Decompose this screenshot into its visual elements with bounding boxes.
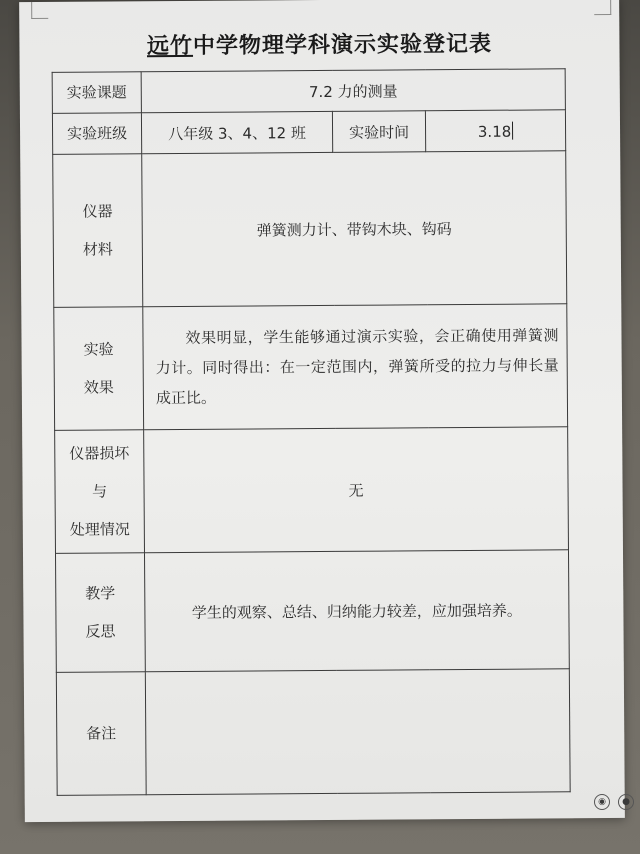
table-row-damage (55, 427, 569, 554)
topic-label: 实验课题 (52, 72, 141, 114)
effect-label-line-2: 效果 (83, 378, 114, 397)
reflection-value[interactable]: 学生的观察、总结、归纳能力较差，应加强培养。 (144, 550, 569, 672)
table-row-topic (52, 69, 565, 114)
damage-value[interactable]: 无 (144, 427, 569, 553)
effect-label (54, 307, 144, 431)
topic-value[interactable]: 7.2 力的测量 (141, 69, 565, 113)
time-label: 实验时间 (332, 111, 425, 153)
corner-crop-mark-right (594, 0, 611, 15)
corner-crop-mark-left (31, 2, 48, 19)
eye-icon[interactable]: ◉ (594, 794, 610, 810)
damage-label (55, 430, 145, 554)
table-row-equipment (53, 151, 567, 308)
viewer-icons (594, 794, 634, 810)
title-text: 中学物理学科演示实验登记表 (192, 31, 493, 59)
effect-cell[interactable] (143, 304, 568, 430)
document-title (19, 26, 619, 61)
effect-label-line-1: 实验 (83, 340, 114, 359)
reflection-label-line-1: 教学 (85, 584, 116, 603)
class-label: 实验班级 (52, 113, 141, 155)
view-icon[interactable]: ● (618, 794, 634, 810)
time-cell[interactable] (425, 110, 565, 152)
table-row-effect (54, 304, 568, 431)
table-row-reflection (55, 550, 569, 673)
equipment-label (53, 154, 143, 308)
equipment-label-line-2: 材料 (82, 240, 113, 259)
remarks-value[interactable] (145, 669, 570, 795)
reflection-label (55, 553, 145, 673)
effect-value: 效果明显，学生能够通过演示实验，会正确使用弹簧测力计。同时得出：在一定范围内，弹簧所受的拉力与伸长量成正比。 (155, 326, 559, 408)
paper-sheet (19, 0, 625, 822)
equipment-label-line-1: 仪器 (82, 202, 113, 221)
time-value: 3.18 (477, 122, 512, 141)
damage-label-line-3: 处理情况 (69, 520, 130, 539)
remarks-label: 备注 (56, 672, 146, 796)
table-row-class (52, 110, 565, 155)
equipment-value[interactable]: 弹簧测力计、带钩木块、钩码 (142, 151, 567, 307)
damage-label-line-2: 与 (91, 482, 108, 501)
experiment-record-table (52, 68, 571, 796)
table-row-remarks (56, 669, 570, 796)
text-cursor (512, 121, 513, 139)
school-name: 远竹 (146, 33, 194, 60)
class-value[interactable]: 八年级 3、4、12 班 (141, 111, 332, 153)
damage-label-line-1: 仪器损坏 (69, 444, 130, 463)
reflection-label-line-2: 反思 (85, 622, 116, 641)
